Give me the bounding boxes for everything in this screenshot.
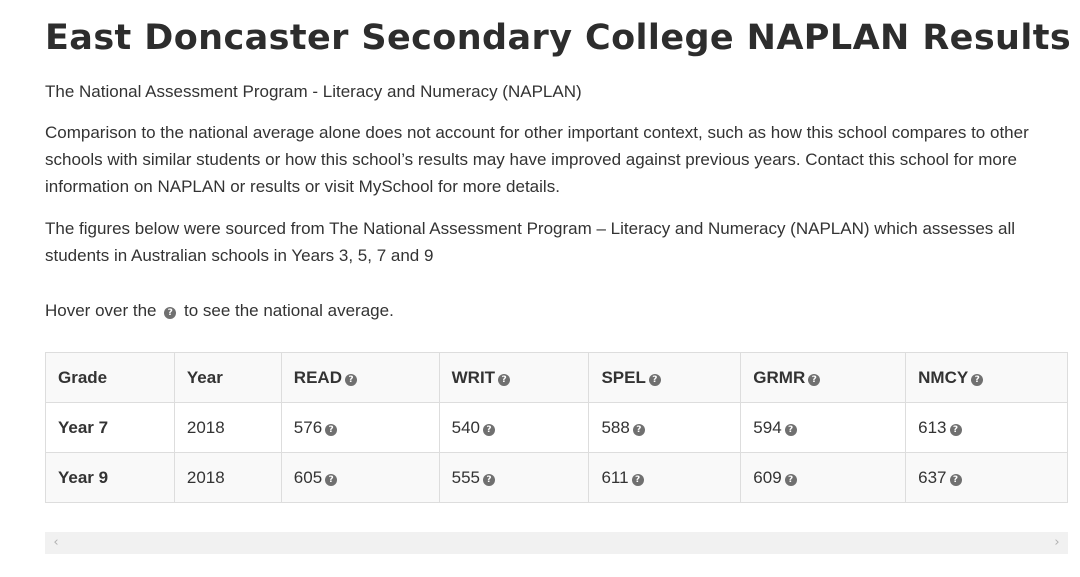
grade-cell: Year 7 [46,403,175,453]
year-cell: 2018 [174,403,281,453]
page-title: East Doncaster Secondary College NAPLAN Results [45,18,1072,58]
read-cell: 605 ? [281,453,439,503]
scroll-right-icon[interactable]: › [1054,535,1060,550]
question-circle-icon[interactable]: ? [950,474,962,486]
writ-cell: 540 ? [439,403,589,453]
nmcy-cell: 637 ? [906,453,1068,503]
subtitle: The National Assessment Program - Literacy and Numeracy (NAPLAN) [45,82,582,101]
nmcy-cell: 613 ? [906,403,1068,453]
question-circle-icon[interactable]: ? [785,424,797,436]
question-circle-icon[interactable]: ? [325,474,337,486]
question-circle-icon[interactable]: ? [483,474,495,486]
source-note: The figures below were sourced from The National Assessment Program – Literacy and Numeracy (NAPLAN) which assesses all students in Australian schools in Years 3, 5, 7 and 9 [45,219,1016,265]
hover-suffix: to see the national average. [183,301,394,320]
comparison-note: Comparison to the national average alone does not account for other important context, such as how this school compares to other schools with similar students or how this school’s results may have improved against previous years. Contact this school for more information on NAPLAN or results or visit MySchool for more details. [45,123,1029,196]
header-grmr: GRMR ? [741,353,906,403]
header-nmcy: NMCY ? [906,353,1068,403]
question-circle-icon[interactable]: ? [950,424,962,436]
table-row [46,403,1068,453]
hover-instruction [45,297,1065,324]
question-circle-icon[interactable]: ? [164,307,176,319]
grmr-cell: 594 ? [741,403,906,453]
question-circle-icon[interactable]: ? [345,374,357,386]
question-circle-icon[interactable]: ? [971,374,983,386]
read-cell: 576 ? [281,403,439,453]
spel-cell: 611 ? [589,453,741,503]
spel-cell: 588 ? [589,403,741,453]
header-spel: SPEL ? [589,353,741,403]
grmr-cell: 609 ? [741,453,906,503]
year-cell: 2018 [174,453,281,503]
question-circle-icon[interactable]: ? [633,424,645,436]
header-grade: Grade [46,353,175,403]
question-circle-icon[interactable]: ? [785,474,797,486]
hover-prefix: Hover over the [45,301,157,320]
horizontal-scrollbar[interactable] [45,532,1068,554]
question-circle-icon[interactable]: ? [483,424,495,436]
question-circle-icon[interactable]: ? [325,424,337,436]
naplan-results-table [45,352,1068,503]
table-row [46,453,1068,503]
scroll-left-icon[interactable]: ‹ [53,535,59,550]
question-circle-icon[interactable]: ? [498,374,510,386]
header-writ: WRIT ? [439,353,589,403]
question-circle-icon[interactable]: ? [808,374,820,386]
header-read: READ ? [281,353,439,403]
question-circle-icon[interactable]: ? [632,474,644,486]
question-circle-icon[interactable]: ? [649,374,661,386]
grade-cell: Year 9 [46,453,175,503]
writ-cell: 555 ? [439,453,589,503]
table-header-row [46,353,1068,403]
header-year: Year [174,353,281,403]
